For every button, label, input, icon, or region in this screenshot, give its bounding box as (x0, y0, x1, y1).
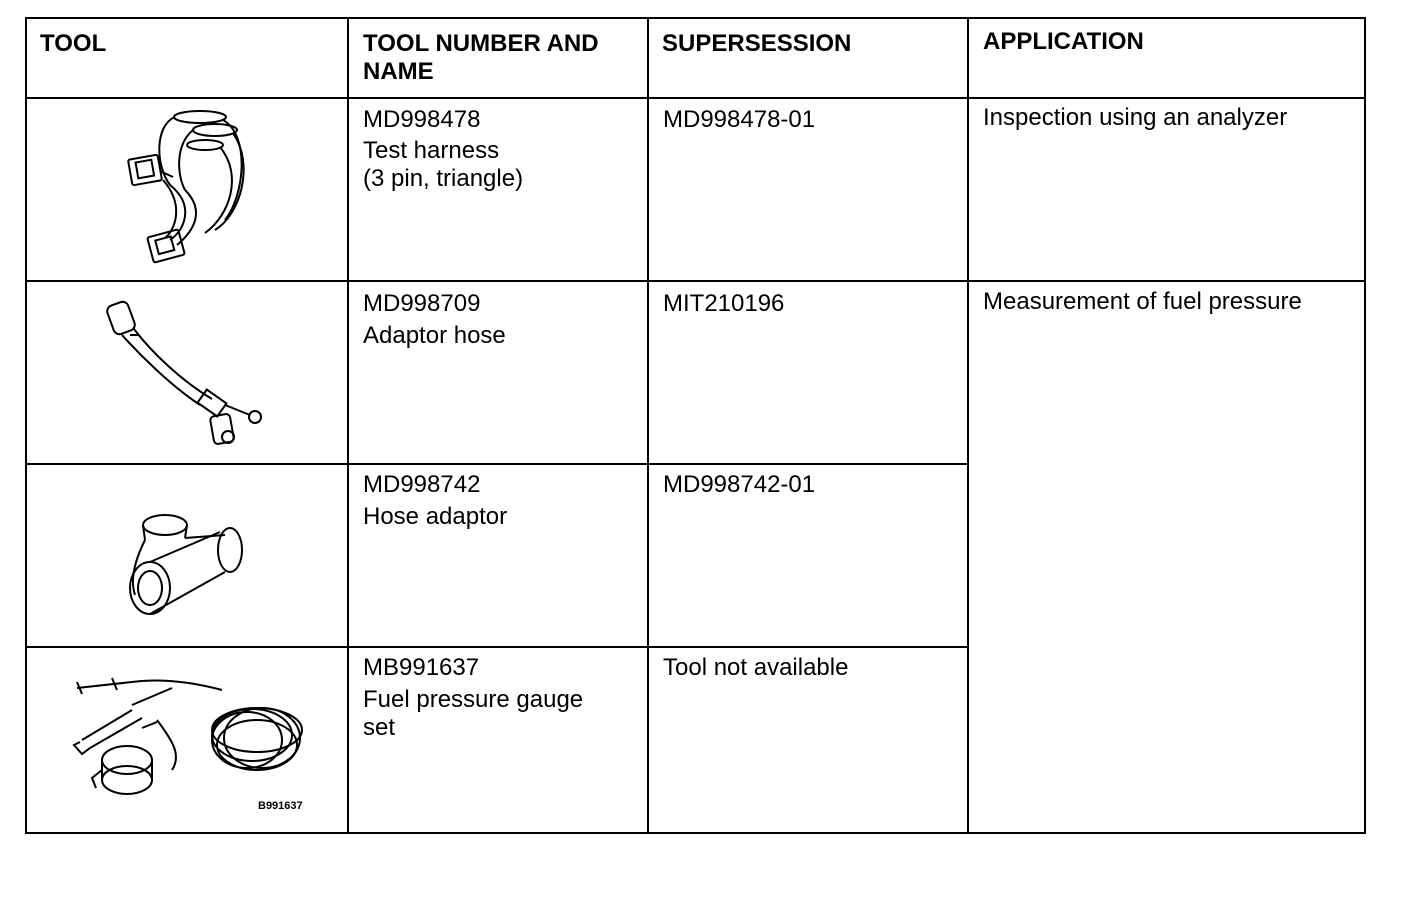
column-divider (967, 17, 969, 834)
application-fuel-pressure: Measurement of fuel pressure (983, 288, 1302, 315)
tool-number-md998478: MD998478 (363, 106, 481, 133)
tool-name-adaptor-hose: Adaptor hose (363, 322, 506, 349)
image-caption: B991637 (258, 800, 303, 812)
header-tool-number-and-name: TOOL NUMBER AND NAME (363, 30, 599, 85)
row-divider (25, 280, 1366, 282)
tool-number-md998742: MD998742 (363, 471, 481, 498)
tool-name-test-harness (363, 137, 523, 193)
tool-name-hose-adaptor: Hose adaptor (363, 503, 508, 530)
column-divider (647, 17, 649, 834)
header-supersession: SUPERSESSION (662, 30, 852, 57)
row-divider (25, 463, 969, 465)
supersession-md998478-01: MD998478-01 (663, 106, 816, 133)
row-divider (25, 97, 1366, 99)
adaptor-hose-illustration (100, 295, 270, 460)
column-divider (347, 17, 349, 834)
tool-number-mb991637: MB991637 (363, 654, 480, 681)
tool-number-md998709: MD998709 (363, 290, 481, 317)
supersession-md998742-01: MD998742-01 (663, 471, 816, 498)
test-harness-illustration (115, 105, 265, 280)
hose-adaptor-illustration (125, 510, 255, 625)
header-tool: TOOL (40, 30, 107, 57)
application-inspection: Inspection using an analyzer (983, 104, 1288, 131)
supersession-mit210196: MIT210196 (663, 290, 785, 317)
tool-name-fuel-pressure-gauge-set (363, 686, 583, 742)
header-application: APPLICATION (983, 28, 1144, 55)
supersession-tool-not-available: Tool not available (663, 654, 849, 681)
tool-name-text: Test harness (3 pin, triangle) (363, 137, 524, 192)
fuel-pressure-gauge-set-illustration (72, 660, 312, 815)
row-divider (25, 646, 969, 648)
tool-name-text: Fuel pressure gauge set (363, 686, 584, 741)
